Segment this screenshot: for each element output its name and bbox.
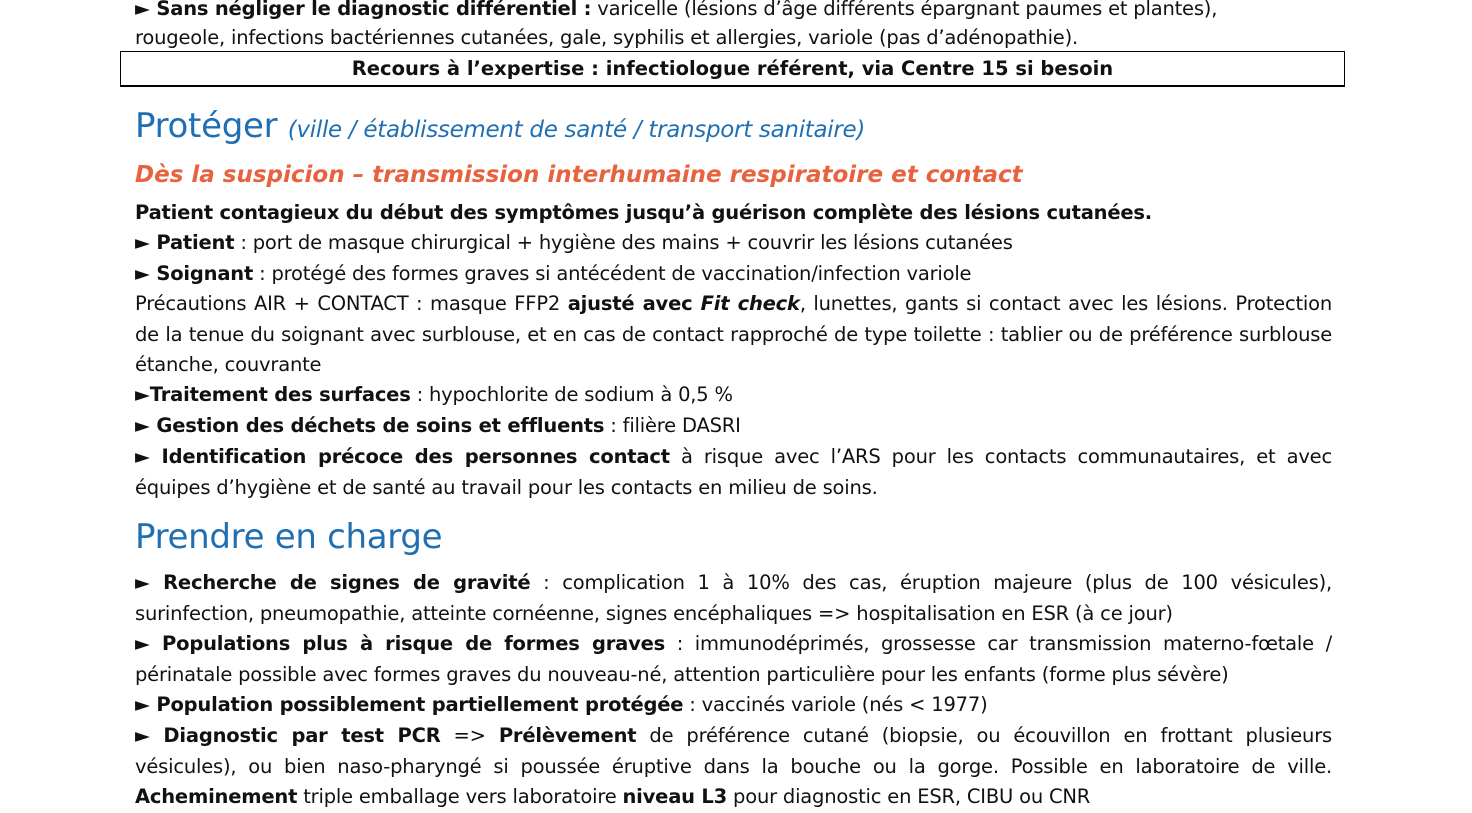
- subheading-suspicion: Dès la suspicion – transmission interhumaine respiratoire et contact: [135, 162, 1023, 188]
- differential-diagnosis-line1: ► Sans négliger le diagnostic différentiel : varicelle (lésions d’âge différents épargnant paumes et plantes),: [135, 0, 1332, 25]
- section-title-prendre-en-charge: Prendre en charge: [135, 517, 443, 557]
- bullet-identification: ► Identification précoce des personnes contact à risque avec l’ARS pour les contacts communautaires, et avec équipes d’hygiène et de santé au travail pour les contacts en milieu de soins.: [135, 445, 1332, 499]
- bullet-diagnostic-pcr: ► Diagnostic par test PCR => Prélèvement de préférence cutané (biopsie, ou écouvillon en frottant plusieurs vésicules), ou bien naso-pharyngé si poussée éruptive dans la bouche ou la gorge. Possible en laboratoire de ville.: [135, 724, 1332, 778]
- bullet-soignant: ► Soignant : protégé des formes graves si antécédent de vaccination/infection variole: [135, 262, 972, 285]
- bullet-dechets: ► Gestion des déchets de soins et effluents : filière DASRI: [135, 414, 741, 437]
- section-title-proteger: Protéger (ville / établissement de santé / transport sanitaire): [135, 106, 866, 146]
- bullet-population-protegee: ► Population possiblement partiellement protégée : vaccinés variole (nés < 1977): [135, 693, 988, 716]
- bullet-populations-risque: ► Populations plus à risque de formes graves : immunodéprimés, grossesse car transmission materno-fœtale / périnatale possible avec formes graves du nouveau-né, attention particulière pour les enfants (forme plus sévère): [135, 632, 1332, 686]
- differential-diagnosis-line2: rougeole, infections bactériennes cutanées, gale, syphilis et allergies, variole (pas d’adénopathie).: [135, 26, 1078, 49]
- expertise-box: Recours à l’expertise : infectiologue référent, via Centre 15 si besoin: [120, 51, 1345, 87]
- precautions-paragraph: Précautions AIR + CONTACT : masque FFP2 ajusté avec Fit check, lunettes, gants si contact avec les lésions. Protection de la tenue du soignant avec surblouse, et en cas de contact rapproché de type toilette : tablier ou de préférence surblouse étanche, couvrante: [135, 292, 1333, 376]
- contagious-statement: Patient contagieux du début des symptômes jusqu’à guérison complète des lésions cutanées.: [135, 201, 1152, 224]
- section-subtitle: (ville / établissement de santé / transport sanitaire): [287, 117, 866, 143]
- bullet-patient: ► Patient : port de masque chirurgical + hygiène des mains + couvrir les lésions cutanées: [135, 231, 1013, 254]
- acheminement-line: Acheminement triple emballage vers laboratoire niveau L3 pour diagnostic en ESR, CIBU ou CNR: [135, 785, 1091, 808]
- bullet-surfaces: ►Traitement des surfaces : hypochlorite de sodium à 0,5 %: [135, 383, 733, 406]
- bullet-gravite: ► Recherche de signes de gravité : complication 1 à 10% des cas, éruption majeure (plus de 100 vésicules), surinfection, pneumopathie, atteinte cornéenne, signes encéphaliques => hospitalisation en ESR (à ce jour): [135, 571, 1332, 625]
- differential-diagnosis-label: ► Sans négliger le diagnostic différentiel :: [135, 0, 592, 20]
